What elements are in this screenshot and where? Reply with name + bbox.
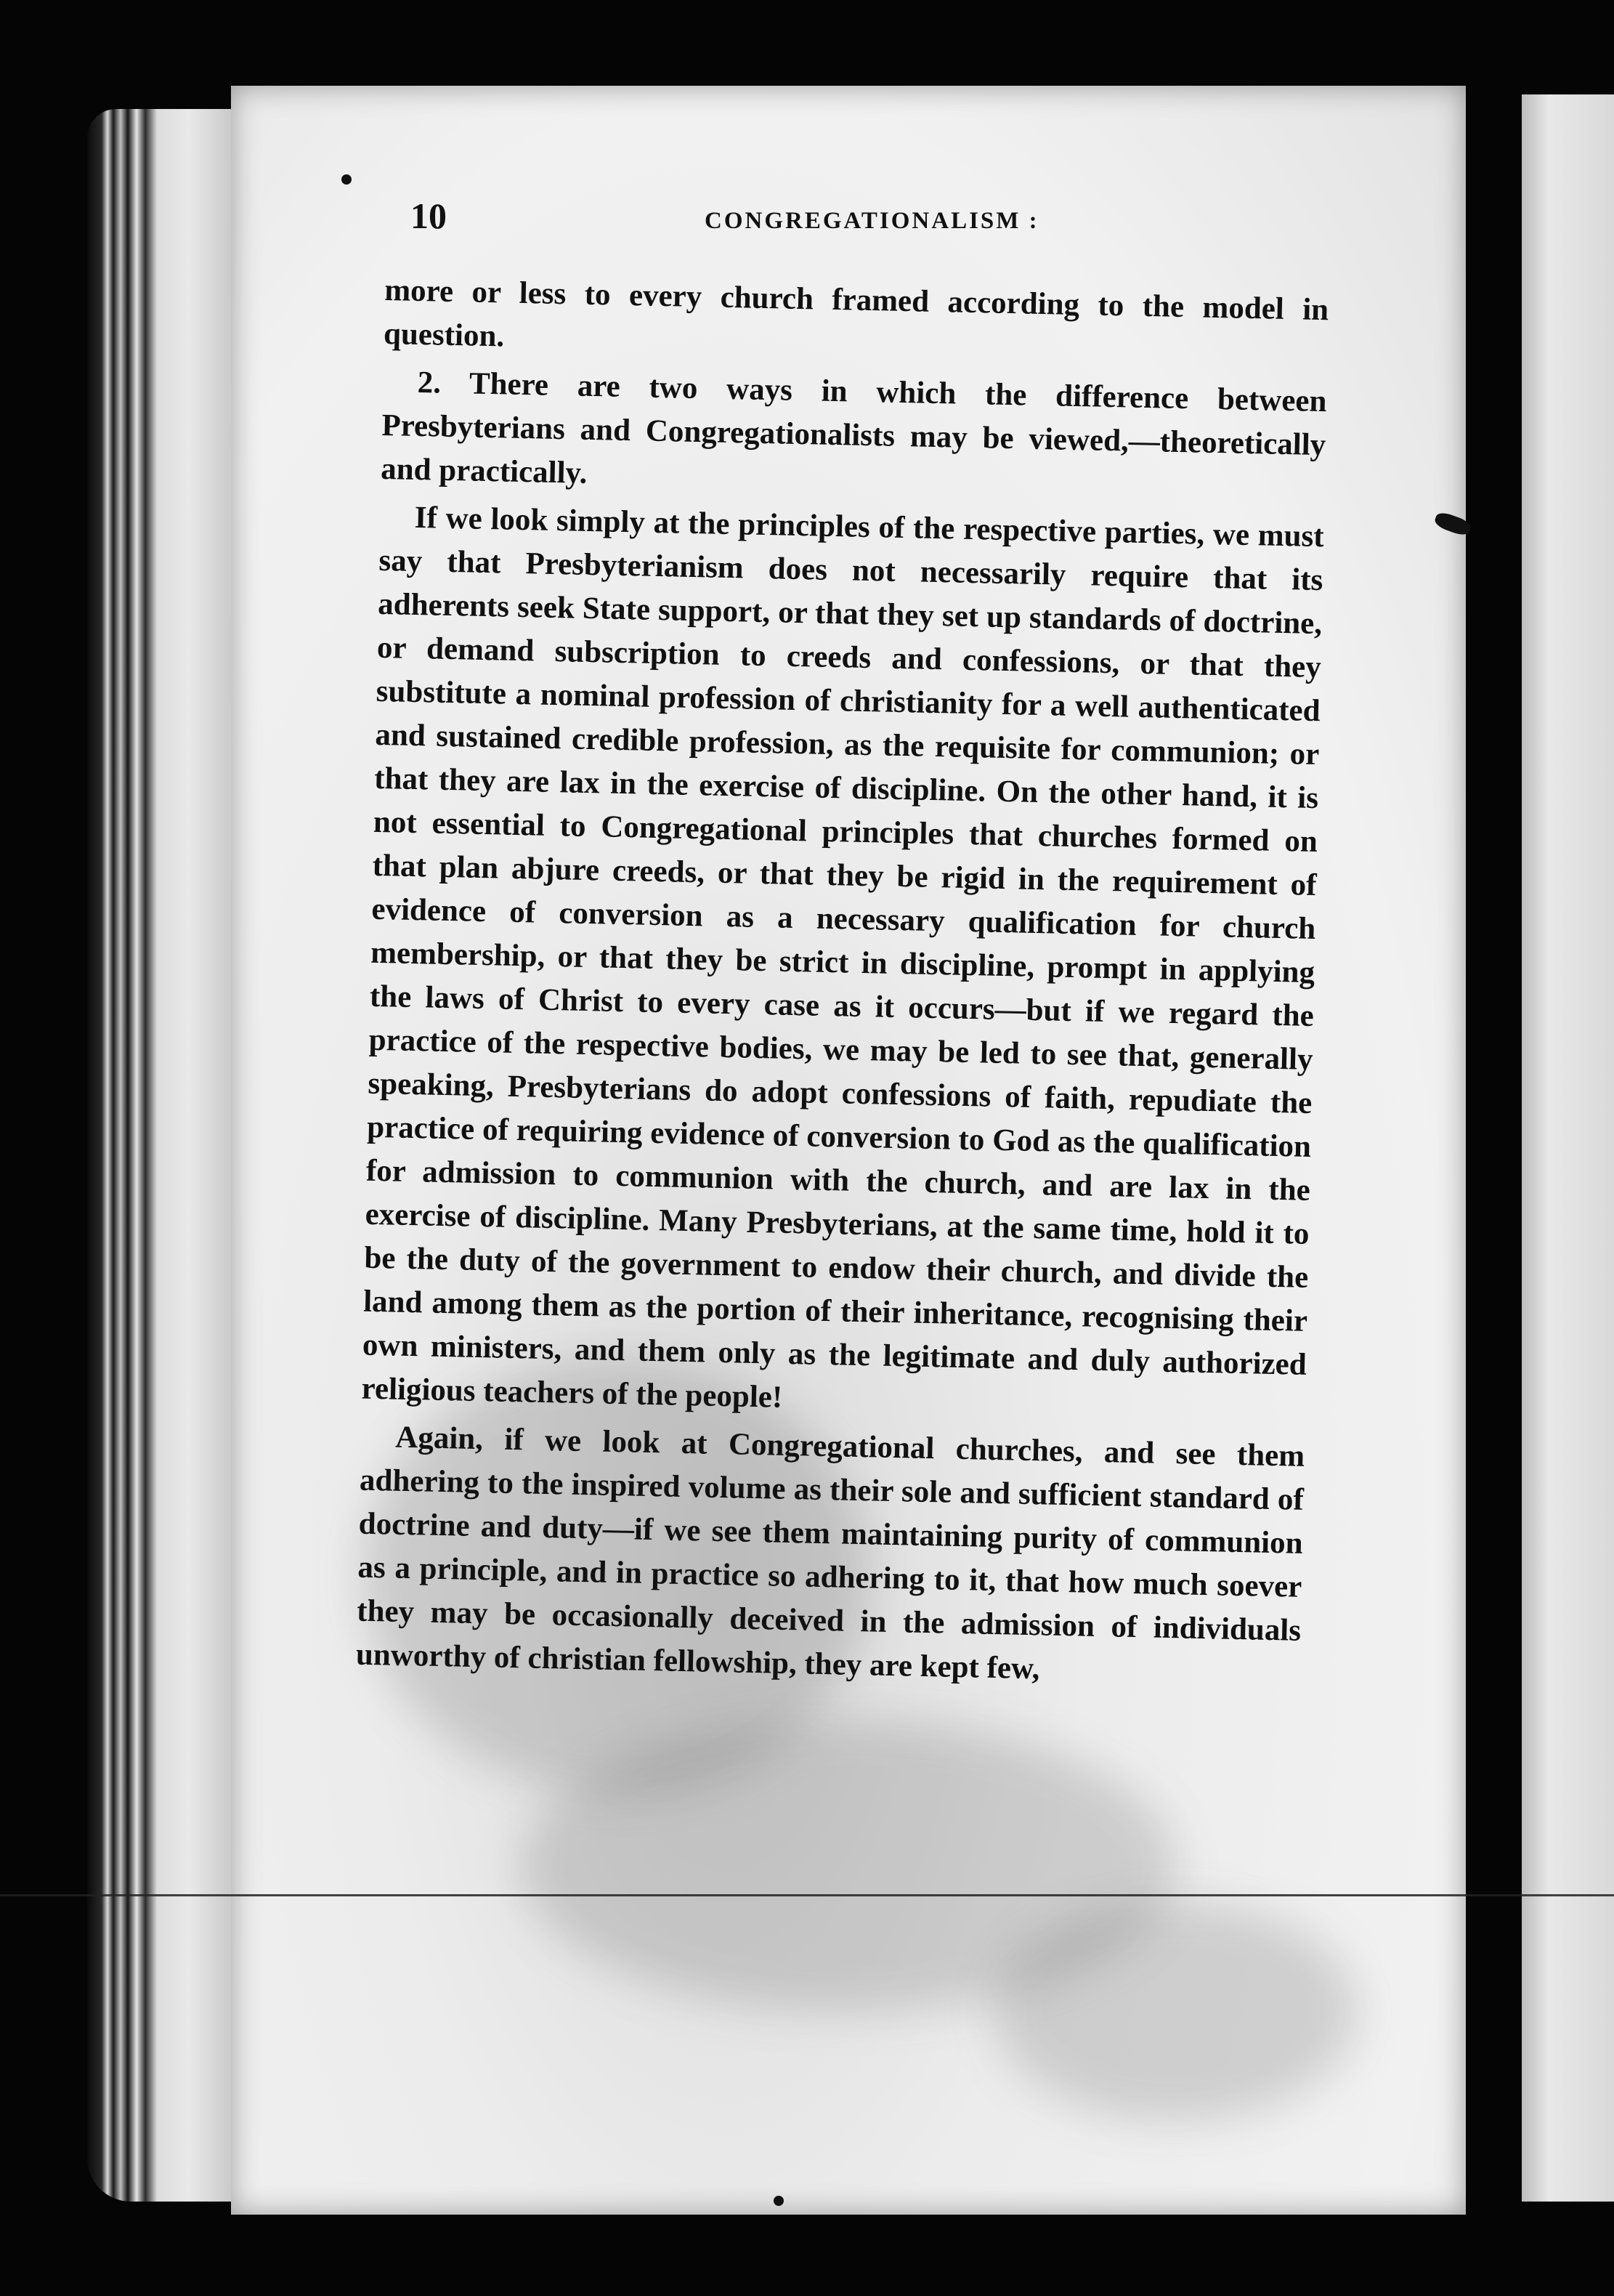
body-text — [355, 269, 1329, 1701]
paragraph: Again, if we look at Congregational churches, and see them adhering to the inspired volume as their sole and sufficient standard of doctrine and duty—if we see them maintaining purity of communion as a principle, and in practice so adhering to it, that how much soever they may be occasionally deceived in the admission of individuals unworthy of christian fellowship, they are kept few, — [355, 1420, 1305, 1686]
book-spine-edge — [87, 109, 232, 2202]
running-head: CONGREGATIONALISM : — [705, 208, 1039, 234]
adjacent-page-edge — [1522, 94, 1614, 2202]
scan-artifact-line — [0, 1894, 1614, 1896]
paragraph: 2. There are two ways in which the difference between Presbyterians and Congregationalists may be viewed,—theoretically and practically. — [380, 365, 1327, 490]
paragraph: more or less to every church framed according to the model in question. — [383, 272, 1329, 354]
stray-ink-mark — [774, 2196, 784, 2206]
stray-ink-mark — [341, 174, 352, 185]
paragraph: If we look simply at the principles of the respective parties, we must say that Presbyterianism does not necessarily require that its adherents seek State support, or that they set up standards of doctrine, or demand subscription to creeds and confessions, or that they substitute a nominal profession of christianity for a well authenticated and sustained credible profession, as the requisite for communion; or that they are lax in the exercise of discipline. On the other hand, it is not essential to Congregational principles that churches formed on that plan abjure creeds, or that they be rigid in the requirement of evidence of conversion as a necessary qualification for church membership, or that they be strict in discipline, prompt in applying the laws of Christ to every case as it occurs—but if we regard the practice of the respective bodies, we may be led to see that, generally speaking, Presbyterians do adopt confessions of faith, repudiate the practice of requiring evidence of conversion to God as the qualification for admission to communion with the church, and are lax in the exercise of discipline. Many Presbyterians, at the same time, hold it to be the duty of the government to endow their church, and divide the land among them as the portion of their inheritance, recognising their own ministers, and them only as the legitimate and duly authorized religious teachers of the people! — [361, 500, 1325, 1415]
page-header — [410, 195, 1340, 238]
ink-smudge — [994, 1902, 1357, 2120]
page-number: 10 — [410, 195, 447, 236]
